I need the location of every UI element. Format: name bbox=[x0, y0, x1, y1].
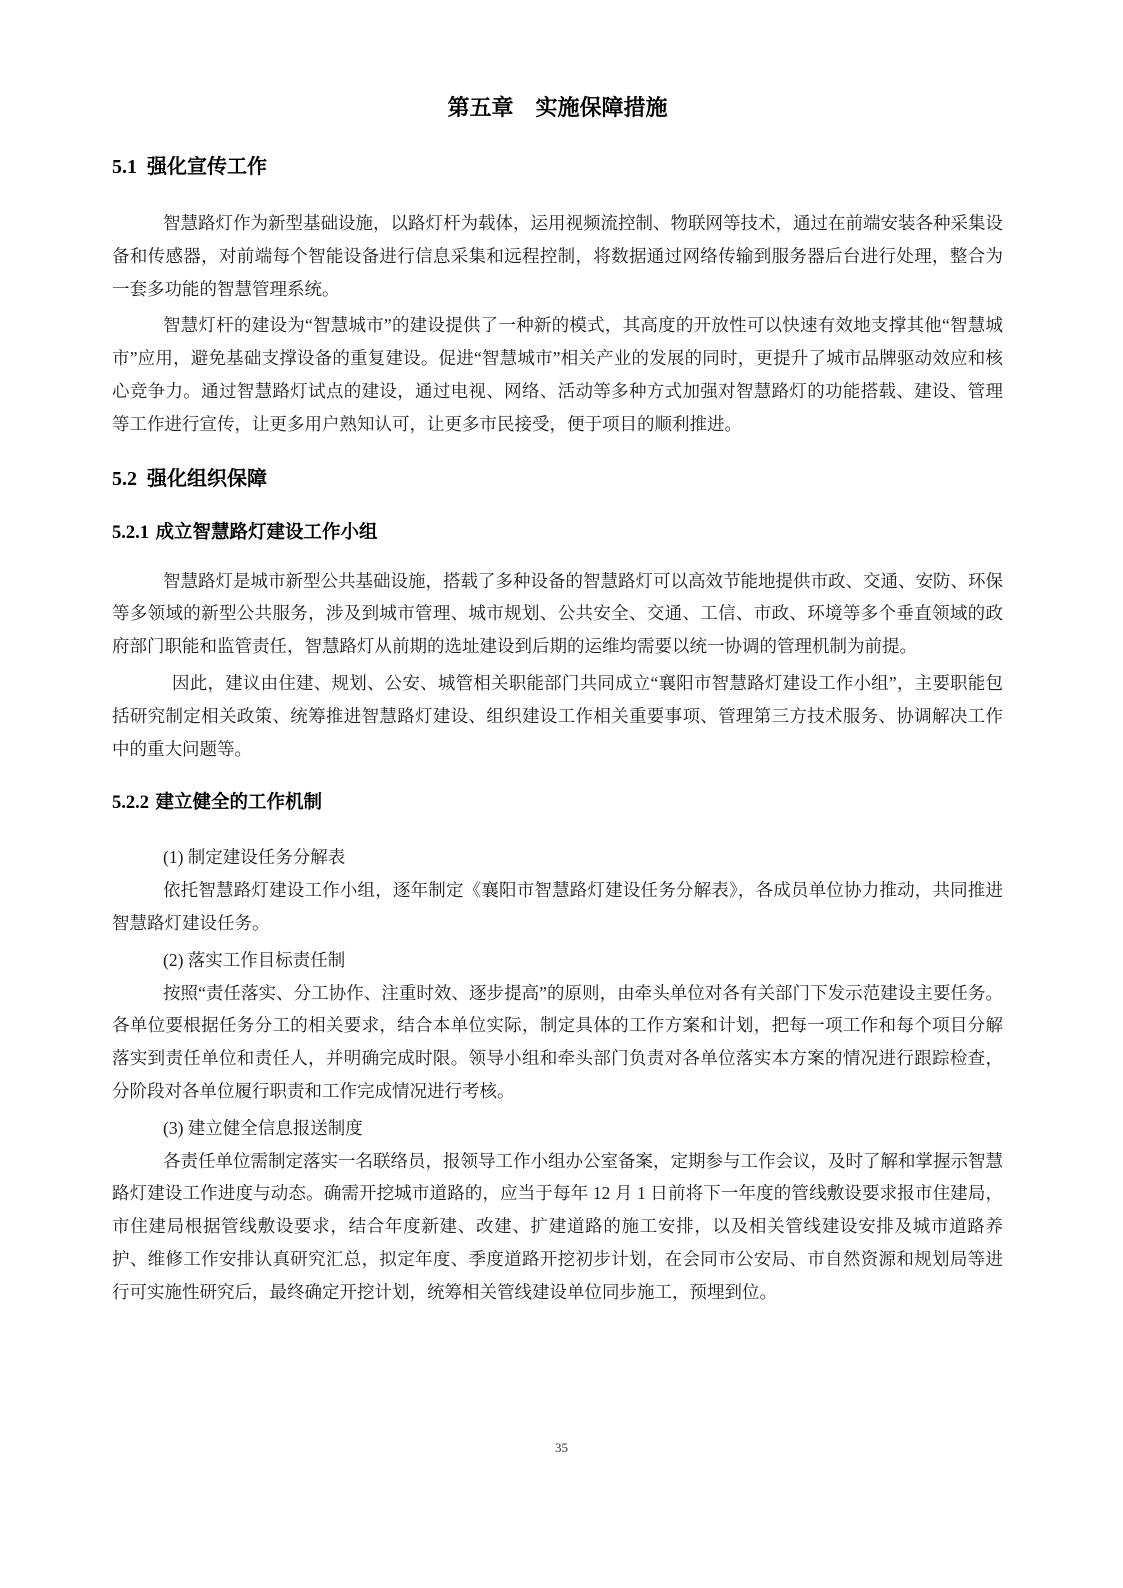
section-5-2-title: 强化组织保障 bbox=[147, 467, 267, 490]
section-5-2-number: 5.2 bbox=[112, 467, 137, 490]
item-1-label: (1) 制定建设任务分解表 bbox=[163, 847, 346, 868]
section-5-2-heading bbox=[112, 465, 1003, 493]
section-5-1-number: 5.1 bbox=[112, 156, 137, 178]
section-5-1-title: 强化宣传工作 bbox=[147, 156, 267, 178]
page-number: 35 bbox=[555, 1440, 568, 1455]
item-3-label: (3) 建立健全信息报送制度 bbox=[163, 1117, 363, 1138]
section-5-2-2-title: 建立健全的工作机制 bbox=[155, 793, 322, 814]
item-2-label: (2) 落实工作目标责任制 bbox=[163, 949, 346, 970]
item-1-paragraph: 依托智慧路灯建设工作小组，逐年制定《襄阳市智慧路灯建设任务分解表》，各成员单位协力推动，共同推进智慧路灯建设任务。 bbox=[112, 880, 1003, 933]
item-3-paragraph: 各责任单位需制定落实一名联络员，报领导工作小组办公室备案，定期参与工作会议，及时了解和掌握示智慧路灯建设工作进度与动态。确需开挖城市道路的，应当于每年 12 月 1 日前将下一年度的管线敷设要求报市住建局，市住建局根据管线敷设要求，结合年度新建、改建、扩建道路的施工安排，以及相关管线建设安排及城市道路养护、维修工作安排认真研究汇总，拟定年度、季度道路开挖初步计划，在会同市公安局、市自然资源和规划局等进行可实施性研究后，最终确定开挖计划，统筹相关管线建设单位同步施工，预埋到位。 bbox=[112, 1150, 1003, 1302]
section-5-2-2-heading bbox=[112, 789, 1003, 817]
chapter-title-text: 实施保障措施 bbox=[535, 95, 668, 120]
paragraph-5-1-2: 智慧灯杆的建设为“智慧城市”的建设提供了一种新的模式，其高度的开放性可以快速有效地支撑其他“智慧城市”应用，避免基础支撑设备的重复建设。促进“智慧城市”相关产业的发展的同时，更提升了城市品牌驱动效应和核心竞争力。通过智慧路灯试点的建设，通过电视、网络、活动等多种方式加强对智慧路灯的功能搭载、建设、管理等工作进行宣传，让更多用户熟知认可，让更多市民接受，便于项目的顺利推进。 bbox=[112, 315, 1003, 434]
section-5-2-2-number: 5.2.2 bbox=[112, 793, 149, 814]
chapter-number: 第五章 bbox=[447, 95, 514, 120]
section-5-2-1-heading bbox=[112, 519, 1003, 547]
section-5-2-1-title: 成立智慧路灯建设工作小组 bbox=[155, 522, 378, 543]
paragraph-5-1-1: 智慧路灯作为新型基础设施，以路灯杆为载体，运用视频流控制、物联网等技术，通过在前端安装各种采集设备和传感器，对前端每个智能设备进行信息采集和远程控制，将数据通过网络传输到服务器后台进行处理，整合为一套多功能的智慧管理系统。 bbox=[112, 213, 1003, 299]
section-5-1-heading bbox=[112, 153, 1003, 181]
chapter-title bbox=[112, 93, 1003, 123]
paragraph-5-2-1-1: 智慧路灯是城市新型公共基础设施，搭载了多种设备的智慧路灯可以高效节能地提供市政、交通、安防、环保等多领域的新型公共服务，涉及到城市管理、城市规划、公共安全、交通、工信、市政、环境等多个垂直领域的政府部门职能和监管责任，智慧路灯从前期的选址建设到后期的运维均需要以统一协调的管理机制为前提。 bbox=[112, 570, 1003, 657]
section-5-2-1-number: 5.2.1 bbox=[112, 522, 149, 543]
item-2-paragraph: 按照“责任落实、分工协作、注重时效、逐步提高”的原则，由牵头单位对各有关部门下发示范建设主要任务。各单位要根据任务分工的相关要求，结合本单位实际，制定具体的工作方案和计划，把每一项工作和每个项目分解落实到责任单位和责任人，并明确完成时限。领导小组和牵头部门负责对各单位落实本方案的情况进行跟踪检查，分阶段对各单位履行职责和工作完成情况进行考核。 bbox=[112, 982, 1003, 1101]
paragraph-5-2-1-2: 因此，建议由住建、规划、公安、城管相关职能部门共同成立“襄阳市智慧路灯建设工作小组”，主要职能包括研究制定相关政策、统筹推进智慧路灯建设、组织建设工作相关重要事项、管理第三方技术服务、协调解决工作中的重大问题等。 bbox=[112, 672, 1003, 759]
